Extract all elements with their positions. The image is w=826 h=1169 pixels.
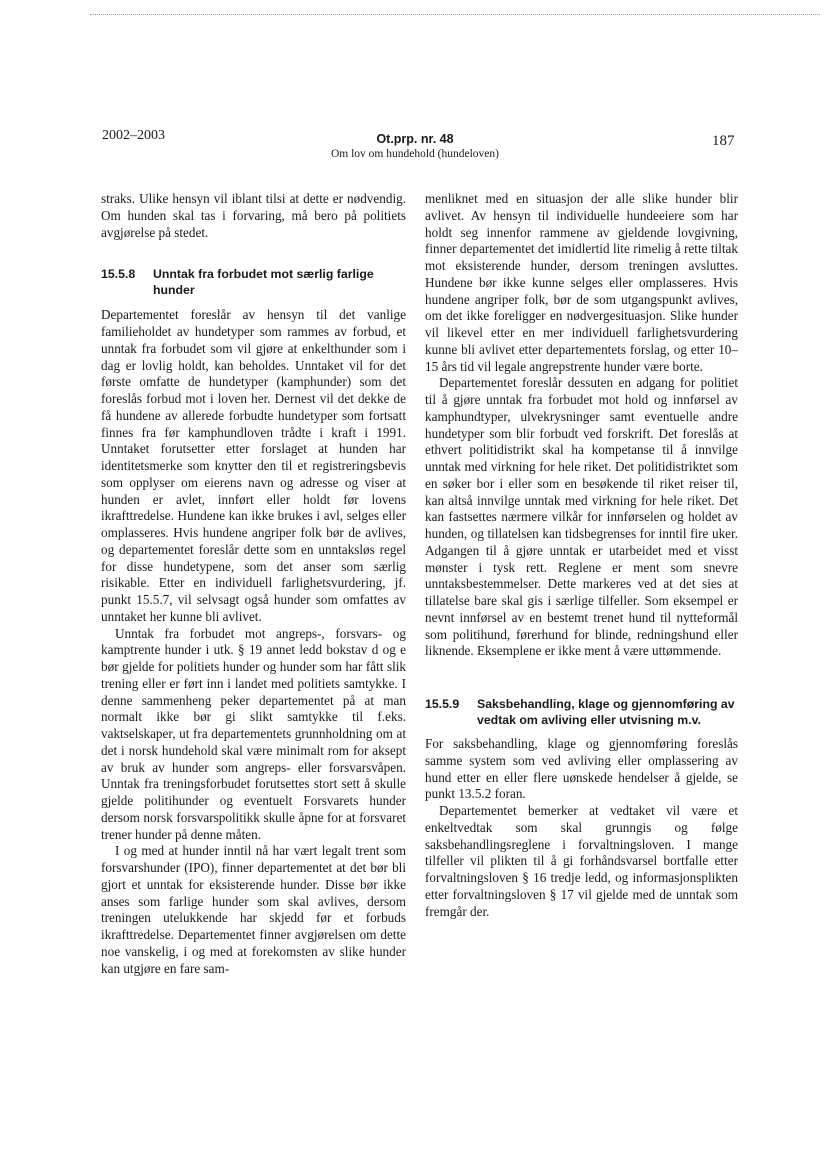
- paragraph: Departementet bemerker at vedtaket vil være et enkeltvedtak som skal grunngis og følge saksbehandlingsreglene i forvaltningsloven. I mange tilfeller vil plikten til å gi forhåndsvarsel bortfalle etter forvaltningsloven § 16 tredje ledd, og informasjonsplikten etter forvaltningsloven § 17 vil gjelde med de unntak som fremgår der.: [425, 803, 738, 919]
- document-title: Ot.prp. nr. 48: [376, 132, 454, 146]
- paragraph: For saksbehandling, klage og gjennomføring foreslås samme system som ved avliving eller omplassering av hund etter en eller flere uønskede hendelser å gjelde, se punkt 13.5.2 foran.: [425, 736, 738, 802]
- paragraph-continued: menliknet med en situasjon der alle slike hunder blir avlivet. Av hensyn til individuelle hundeeiere som har holdt seg innenfor rammene av gjeldende lovgivning, finner departementet det imidlertid lite rimelig å rette tiltak mot eksisterende hunder, dersom treningen avsluttes. Hundene bør ikke kunne selges eller omplasseres. Hvis hundene angriper folk, bør de som utgangspunkt avlives, om det ikke foreligger en nødvergesituasjon. Slike hunder vil likevel etter en mer individuell farlighetsvurdering kunne bli avlivet etter departementets forslag, og etter 10–15 års tid vil legale angrepstrente hunder være borte.: [425, 191, 738, 374]
- right-column: [425, 191, 738, 920]
- section-title: Unntak fra forbudet mot særlig farlige hunder: [153, 267, 374, 297]
- paragraph-intro: straks. Ulike hensyn vil iblant tilsi at dette er nødvendig. Om hunden skal tas i forvaring, må bero på politiets avgjørelse på stedet.: [101, 191, 406, 240]
- paragraph: Departementet foreslår dessuten en adgang for politiet til å gjøre unntak fra forbudet mot hold og innførsel av kamphundtyper, ulvekrysninger samt eventuelle andre hundetyper som blir forbudt ved forskrift. Det foreslås at ethvert politidistrikt skal ha kompetanse til å innvilge unntak med virkning for hele riket. Det politidistriktet som en søker bor i eller som en besøkende til riket reiser til, kan altså innvilge unntak med virkning for hele riket. Det kan fastsettes nærmere vilkår for innførselen og holdet av hunden, og tillatelsen kan tidsbegrenses for inntil fire uker. Adgangen til å gjøre unntak er utarbeidet med et visst mønster i tysk rett. Reglene er ment som snevre unntaksbestemmelser. Dette markeres ved at det sies at tillatelse bare skal gis i særlige tilfeller. Som eksempel er nevnt innførsel av en bestemt trenet hund til nytteformål som politihund, førerhund for blinde, redningshund eller liknende. Eksemplene er ikke ment å være uttømmende.: [425, 375, 738, 659]
- running-header: [250, 132, 580, 160]
- paragraph: Departementet foreslår av hensyn til det vanlige familieholdet av hundetyper som rammes av forbud, et unntak fra forbudet som vil gjøre at enkelthunder som i dag er lovlig holdt, kan beholdes. Unntaket vil for det første omfatte de hundetyper (kamphunder) som det foreslås forbud mot i loven her. Dernest vil det dekke de få hundene av allerede forbudte hundetyper som fortsatt finnes fra før kamphundloven trådte i kraft i 1991. Unntaket forutsetter etter forslaget at hunden har identitetsmerke som knytter den til et registreringsbevis som opplyser om eierens navn og adresse og viser at hunden er avlet, innført eller holdt før lovens ikrafttredelse. Hundene kan ikke brukes i avl, selges eller omplasseres. Hvis hundene angriper folk bør de avlives, og departementet foreslår dette som en unntaksløs regel for disse hundetypene, som det anser som særlig risikable. Etter en individuell farlighetsvurdering, jf. punkt 15.5.7, vil selvsagt også hunder som omfattes av unntaket her kunne bli avlivet.: [101, 307, 406, 624]
- section-number: 15.5.8: [101, 267, 136, 282]
- section-heading-15-5-8: [101, 267, 406, 298]
- section-number: 15.5.9: [425, 697, 460, 711]
- paragraph: Unntak fra forbudet mot angreps-, forsvars- og kamptrente hunder i utk. § 19 annet ledd bokstav d og e bør gjelde for politiets hunder og hunder som har fått slik trening eller er ført inn i landet med politiets samtykke. I denne sammenheng peker departementet på at man normalt ikke bør gi slikt samtykke til f.eks. vaktselskaper, ut fra departementets grunnholdning om at det i norsk hundehold skal være minimalt rom for aksept av bruk av hunder som angreps- eller forsvarsvåpen. Unntak fra treningsforbudet forutsettes stort sett å skulle gjelde politihunder og eventuelt Forsvarets hunder dersom norsk forsvarspolitikk skulle åpne for at forsvaret trener hunder på denne måten.: [101, 625, 406, 842]
- header-year: 2002–2003: [102, 128, 165, 143]
- scan-edge-line: [90, 14, 820, 15]
- section-title: Saksbehandling, klage og gjennomføring av vedtak om avliving eller utvisning m.v.: [477, 697, 735, 727]
- left-column: [101, 191, 406, 977]
- section-heading-15-5-9: [425, 697, 738, 728]
- page-number: 187: [712, 133, 735, 149]
- paragraph: I og med at hunder inntil nå har vært legalt trent som forsvarshunder (IPO), finner departementet at det bør bli gjort et unntak for eksisterende hunder. Disse bør ikke anses som farlige hunder som skal avlives, dersom treningen utelukkende har skjedd før et forbuds ikrafttredelse. Departementet finner avgjørelsen om dette noe vanskelig, i og med at forekomsten av slike hunder kan utgjøre en fare sam-: [101, 843, 406, 976]
- document-subtitle: Om lov om hundehold (hundeloven): [330, 148, 499, 160]
